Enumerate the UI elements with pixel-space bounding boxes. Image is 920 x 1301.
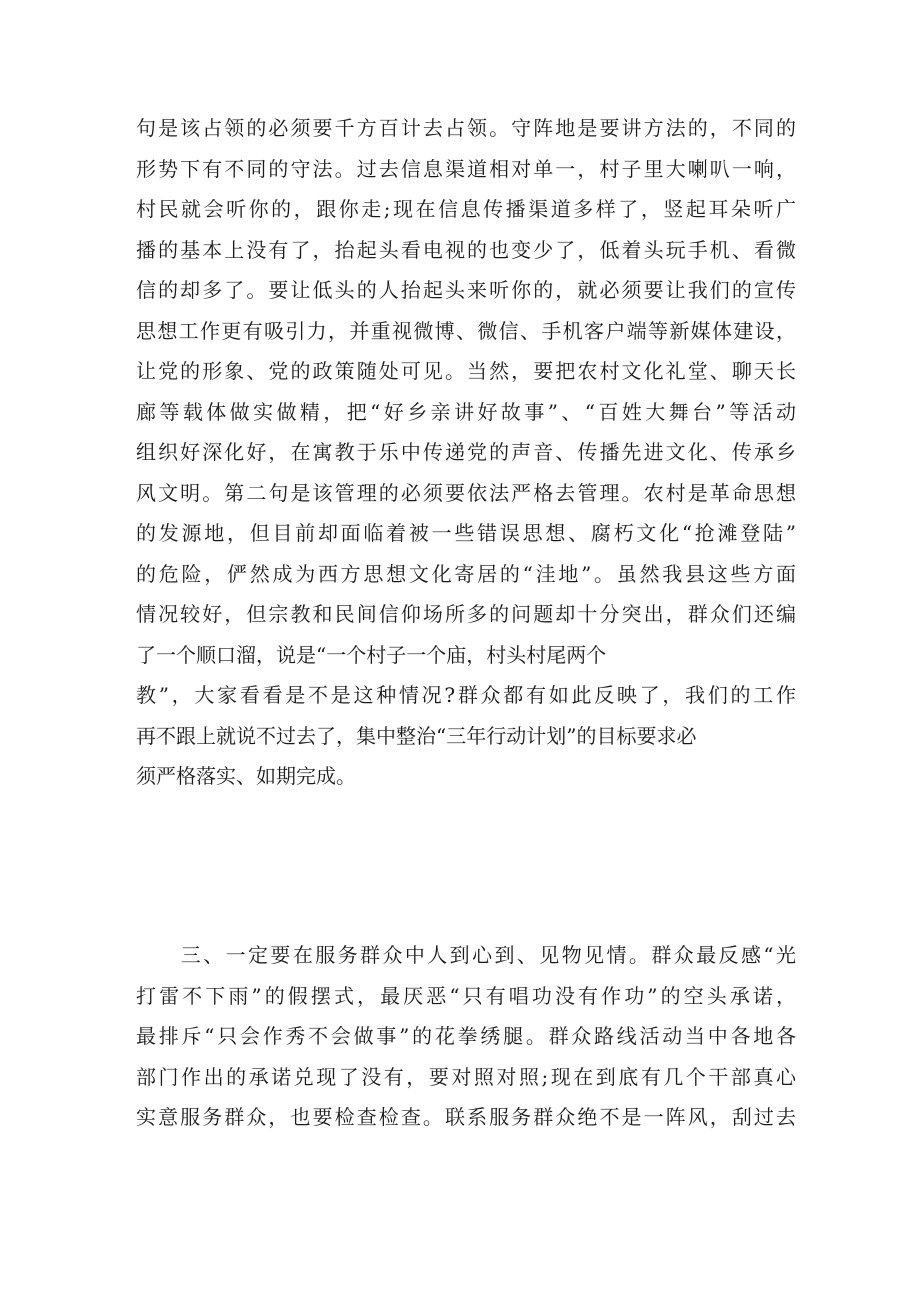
text-line: 三、一定要在服务群众中人到心到、见物见情。群众最反感“光 — [136, 943, 796, 967]
text-line: 村民就会听你的，跟你走;现在信息传播渠道多样了，竖起耳朵听广 — [136, 197, 796, 221]
text-line: 须严格落实、如期完成。 — [136, 764, 356, 788]
text-line: 了一个顺口溜，说是“一个村子一个庙，村头村尾两个 — [136, 642, 607, 667]
paragraph-2 — [136, 935, 796, 1138]
text-line: 教”，大家看看是不是这种情况?群众都有如此反映了，我们的工作 — [136, 683, 796, 707]
text-line: 部门作出的承诺兑现了没有，要对照对照;现在到底有几个干部真心 — [136, 1064, 796, 1089]
text-line: 再不跟上就说不过去了，集中整治“三年行动计划”的目标要求必 — [136, 723, 697, 748]
text-line: 组织好深化好，在寓教于乐中传递党的声音、传播先进文化、传承乡 — [136, 440, 796, 464]
text-line: 最排斥“只会作秀不会做事”的花拳绣腿。群众路线活动当中各地各 — [136, 1024, 796, 1048]
paragraph-1 — [136, 108, 796, 797]
text-line: 播的基本上没有了，抬起头看电视的也变少了，低着头玩手机、看微 — [136, 237, 796, 262]
text-line: 思想工作更有吸引力，并重视微博、微信、手机客户端等新媒体建设， — [136, 318, 796, 343]
text-line: 让党的形象、党的政策随处可见。当然，要把农村文化礼堂、聊天长 — [136, 359, 796, 383]
text-line: 句是该占领的必须要千方百计去占领。守阵地是要讲方法的，不同的 — [136, 116, 796, 140]
text-line: 风文明。第二句是该管理的必须要依法严格去管理。农村是革命思想 — [136, 480, 796, 505]
text-line: 廊等载体做实做精，把“好乡亲讲好故事”、“百姓大舞台”等活动 — [136, 399, 796, 424]
text-line: 信的却多了。要让低头的人抬起头来听你的，就必须要让我们的宣传 — [136, 278, 796, 302]
text-line: 形势下有不同的守法。过去信息渠道相对单一，村子里大喇叭一响， — [136, 156, 796, 181]
text-line: 的发源地，但目前却面临着被一些错误思想、腐朽文化“抢滩登陆” — [136, 521, 796, 545]
text-line: 实意服务群众，也要检查检查。联系服务群众绝不是一阵风，刮过去 — [136, 1105, 796, 1129]
text-line: 打雷不下雨”的假摆式，最厌恶“只有唱功没有作功”的空头承诺， — [136, 983, 796, 1008]
text-line: 情况较好，但宗教和民间信仰场所多的问题却十分突出，群众们还编 — [136, 602, 796, 626]
text-line: 的危险，俨然成为西方思想文化寄居的“洼地”。虽然我县这些方面 — [136, 561, 796, 586]
